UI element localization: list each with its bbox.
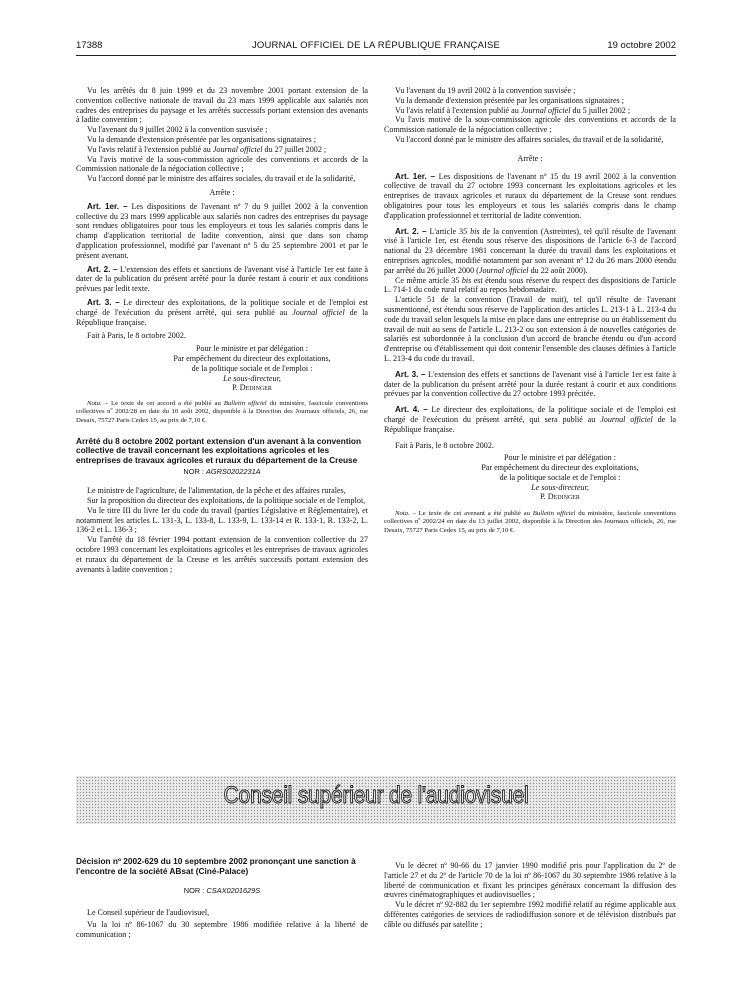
article-2: Art. 2. – L'article 35 bis de la convention (Astreintes), tel qu'il résulte de l'avenant visé à l'article 1er, est étendu sous réserve des dispositions de l'article 6-3 de l'accord national du 23 décembre 1981 concernant la durée du travail dans les exploitations et entreprises agricoles, modifié notamment par son avenant nº 12 du 26 mars 2000 étendu par arrêté du 26 juillet 2000 (Journal officiel du 22 août 2000). — [384, 226, 676, 275]
article-3: Art. 3. – Le directeur des exploitations, de la politique sociale et de l'emploi est chargé de l'exécution du présent arrêté, qui sera publié au Journal officiel de la République française. — [76, 297, 368, 327]
paragraph: Vu l'avis motivé de la sous-commission agricole des conventions et accords de la Commission nationale de la négociation collective ; — [384, 115, 676, 135]
section-title: Conseil supérieur de l'audiovisuel — [223, 782, 529, 809]
paragraph: Vu l'accord donné par le ministre des affaires sociales, du travail et de la solidarité, — [395, 134, 664, 144]
paragraph: Vu la loi nº 86-1067 du 30 septembre 1986 modifiée relative à la liberté de communication ; — [76, 919, 368, 939]
signature-date: Fait à Paris, le 8 octobre 2002. — [395, 440, 494, 450]
paragraph: Le ministre de l'agriculture, de l'alimentation, de la pêche et des affaires rurales, — [87, 486, 346, 496]
paragraph: Vu l'avenant du 19 avril 2002 à la convention susvisée ; — [395, 86, 576, 95]
paragraph: Vu la demande d'extension présentée par les organisations signataires ; — [87, 134, 316, 144]
journal-title: JOURNAL OFFICIEL DE LA RÉPUBLIQUE FRANÇAISE — [251, 40, 501, 51]
bottom-right-column — [384, 861, 676, 930]
paragraph: Vu l'avis relatif à l'extension publié au Journal officiel du 27 juillet 2002 ; — [87, 144, 327, 154]
article-3: Art. 3. – L'extension des effets et sanctions de l'avenant visé à l'article 1er est faite à dater de la publication du présent arrêté pour la durée restant à courir et aux conditions prévues par la convention collective du 27 octobre 1993 précitée. — [384, 369, 676, 399]
arrete-heading: Arrête : — [209, 187, 235, 197]
paragraph: Le Conseil supérieur de l'audiovisuel, — [87, 907, 210, 917]
signatory-name: P. Dedinger — [540, 492, 580, 502]
issue-date: 19 octobre 2002 — [607, 40, 676, 51]
decree-title: Arrêté du 8 octobre 2002 portant extension d'un avenant à la convention collective de travail concernant les exploitations agricoles et les entreprises de travaux agricoles et ruraux du département de la Creuse — [76, 435, 362, 465]
article-1: Art. 1er. – Les dispositions de l'avenant nº 7 du 9 juillet 2002 à la convention collective du 23 mars 1999 applicable aux salariés non cadres des entreprises du paysage sont rendues obligatoires pour tous les employeurs et tous les salariés compris dans le champ d'application territorial de ladite convention, ainsi que dans son champ d'application professionnel, modifié par l'avenant nº 5 du 25 septembre 2001 et par le présent avenant. — [76, 201, 368, 260]
paragraph: Vu l'avis relatif à l'extension publié au Journal officiel du 5 juillet 2002 ; — [395, 105, 631, 115]
section-banner — [76, 776, 676, 824]
decision-title: Décision nº 2002-629 du 10 septembre 2002 prononçant une sanction à l'encontre de la société ABsat (Ciné-Palace) — [76, 856, 356, 876]
paragraph: Vu la demande d'extension présentée par les organisations signataires ; — [395, 95, 624, 105]
paragraph: Vu le décret nº 92-882 du 1er septembre 1992 modifié relatif au régime applicable aux différentes catégories de services de radiodiffusion sonore et de télévision distribués par câble ou diffusés par satellite ; — [384, 900, 676, 929]
paragraph: Vu le décret nº 90-66 du 17 janvier 1990 modifié pris pour l'application du 2º de l'article 27 et du 2º de l'article 70 de la loi nº 86-1067 du 30 septembre 1986 relative à la liberté de communication et fixant les principes généraux concernant la diffusion des œuvres cinématographiques et audiovisuelles ; — [384, 861, 676, 900]
signature-block: Pour le ministre et par délégation : Par empêchement du directeur des exploitations, de la politique sociale et de l'emploi : Le sous-directeur, P. Dedinger — [136, 344, 368, 393]
paragraph: Vu les arrêtés du 8 juin 1999 et du 23 novembre 2001 portant extension de la convention collective nationale de travail du 23 mars 1999 applicable aux salariés non cadres des entreprises du paysage et les arrêtés successifs portant extension des avenants à ladite convention ; — [76, 86, 368, 125]
header-rule — [76, 55, 676, 56]
article-4: Art. 4. – Le directeur des exploitations, de la politique sociale et de l'emploi est chargé de l'exécution du présent arrêté, qui sera publié au Journal officiel de la République française. — [384, 405, 676, 434]
signatory-name: P. Dedinger — [232, 383, 272, 393]
paragraph: Vu l'avis motivé de la sous-commission agricole des conventions et accords de la Commission nationale de la négociation collective ; — [76, 154, 368, 174]
nota: Nota. – Le texte de cet accord a été publié au Bulletin officiel du ministère, fascicule conventions collectives nº 2002/28 en date du 10 août 2002, disponible à la Direction des Journaux officiels, 26, rue Desaix, 75727 Paris Cedex 15, au prix de 7,10 €. — [76, 400, 368, 424]
signature-block: Pour le ministre et par délégation : Par empêchement du directeur des exploitations, de la politique sociale et de l'emploi : Le sous-directeur, P. Dedinger — [444, 453, 676, 502]
paragraph: Vu l'accord donné par le ministre des affaires sociales, du travail et de la solidarité, — [87, 174, 356, 184]
paragraph: L'article 51 de la convention (Travail de nuit), tel qu'il résulte de l'avenant susmentionné, est étendu sous réserve de l'application des articles L. 213-1 à L. 213-4 du code du travail selon lesquels la mise en place dans une entreprise ou un établissement du travail de nuit au sens de l'article L. 213-2 ou son extension à de nouvelles catégories de salariés est subordonnée à la conclusion d'un accord de branche étendu ou d'un accord d'entreprise ou d'établissement qui doit contenir l'ensemble des clauses définies à l'article L. 213-4 du code du travail. — [384, 295, 676, 363]
paragraph: Vu l'avenant du 9 juillet 2002 à la convention susvisée ; — [87, 125, 268, 135]
article-1: Art. 1er. – Les dispositions de l'avenant nº 15 du 19 avril 2002 à la convention collective de travail du 27 octobre 1993 concernant les exploitations agricoles et les entreprises de travaux agricoles et ruraux du département de la Creuse sont rendues obligatoires pour tous les employeurs et tous les salariés compris dans le champ d'application professionnel et territorial de ladite convention. — [384, 171, 676, 220]
nor-reference: NOR : AGRS0202231A — [183, 466, 261, 476]
arrete-heading: Arrête : — [517, 153, 543, 163]
right-column — [384, 86, 676, 535]
running-header — [76, 40, 676, 54]
bottom-left-column — [76, 857, 368, 939]
paragraph: Vu l'arrêté du 18 février 1994 portant extension de la convention collective du 27 octobre 1993 concernant les exploitations agricoles et les entreprises de travaux agricoles et ruraux du département de la Creuse et les arrêtés successifs portant extension des avenants à ladite convention ; — [76, 535, 368, 574]
paragraph: Vu le titre III du livre Ier du code du travail (parties Législative et Réglementaire), et notamment les articles L. 131-3, L. 133-8, L. 133-9, L. 133-14 et R. 133-1, R. 133-2, L. 136-2 et L. 136-3 ; — [76, 505, 368, 535]
nor-reference: NOR : CSAX0201629S — [183, 886, 261, 896]
paragraph: Sur la proposition du directeur des exploitations, de la politique sociale et de l'emploi, — [87, 496, 366, 506]
signature-date: Fait à Paris, le 8 octobre 2002. — [87, 331, 186, 341]
paragraph: Ce même article 35 bis est étendu sous réserve du respect des dispositions de l'article L. 714-1 du code rural relatif au repos hebdomadaire. — [384, 275, 676, 295]
article-2: Art. 2. – L'extension des effets et sanctions de l'avenant visé à l'article 1er est faite à dater de la publication du présent arrêté pour la durée restant à courir et aux conditions prévues par ledit texte. — [76, 264, 368, 294]
page-number: 17388 — [76, 40, 103, 51]
nota: Nota. – Le texte de cet avenant a été publié au Bulletin officiel du ministère, fascicule conventions collectives nº 2002/24 en date du 13 juillet 2002, disponible à la Direction des Journaux officiels, 26, rue Desaix, 75727 Paris Cedex 15, au prix de 7,10 €. — [384, 510, 676, 534]
left-column — [76, 86, 368, 574]
